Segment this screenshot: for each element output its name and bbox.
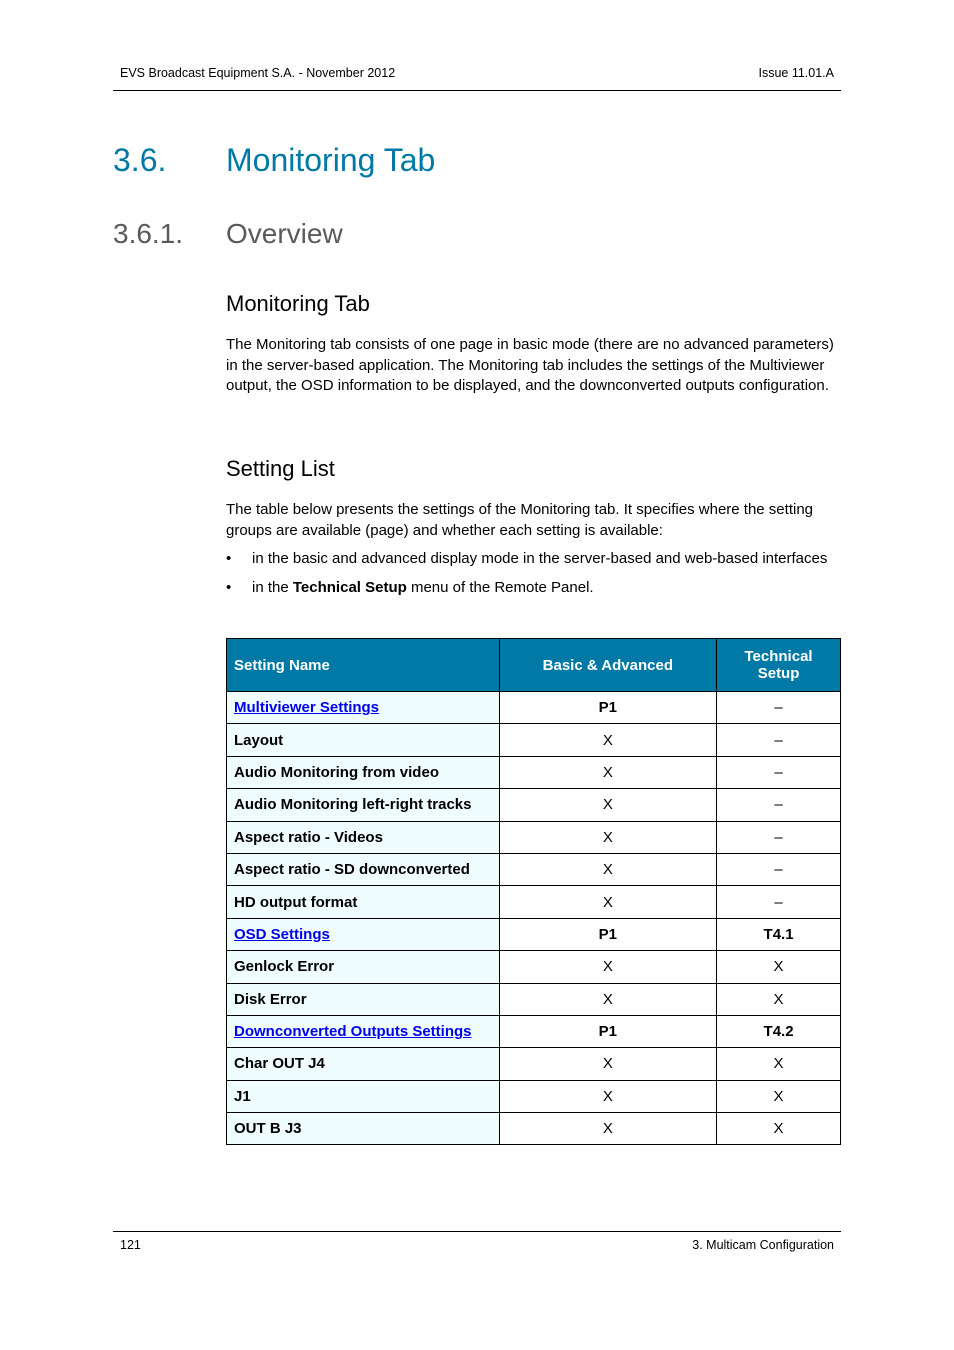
setting-name-cell: Char OUT J4: [227, 1048, 500, 1080]
table-row: [227, 983, 841, 1015]
setting-group-link[interactable]: Downconverted Outputs Settings: [234, 1023, 472, 1041]
page-number: 121: [120, 1238, 141, 1252]
bullet-text-end: menu of the Remote Panel.: [406, 579, 594, 596]
technical-setup-cell: –: [717, 886, 841, 918]
technical-setup-cell: –: [717, 853, 841, 885]
setting-name-cell[interactable]: [227, 692, 500, 724]
table-row: [227, 886, 841, 918]
technical-setup-cell: –: [717, 789, 841, 821]
setting-name-cell: J1: [227, 1080, 500, 1112]
setting-name-cell: Aspect ratio - SD downconverted: [227, 853, 500, 885]
setting-name-cell: Aspect ratio - Videos: [227, 821, 500, 853]
table-row: [227, 1015, 841, 1047]
technical-setup-cell: T4.1: [717, 918, 841, 950]
table-row: [227, 1048, 841, 1080]
basic-advanced-cell: X: [499, 724, 717, 756]
setting-name-cell: HD output format: [227, 886, 500, 918]
technical-setup-cell: X: [717, 951, 841, 983]
basic-advanced-cell: X: [499, 1113, 717, 1145]
header-issue: Issue 11.01.A: [758, 66, 834, 80]
chapter-name: 3. Multicam Configuration: [692, 1238, 834, 1252]
basic-advanced-cell: X: [499, 1080, 717, 1112]
table-header-row: [227, 639, 841, 692]
column-header-setting-name: Setting Name: [227, 639, 500, 692]
table-row: [227, 821, 841, 853]
basic-advanced-cell: X: [499, 951, 717, 983]
header-rule: [113, 90, 841, 91]
section-title-text: Overview: [226, 218, 343, 249]
setting-name-cell: Layout: [227, 724, 500, 756]
basic-advanced-cell: P1: [499, 692, 717, 724]
header-publisher: EVS Broadcast Equipment S.A. - November 2012: [120, 66, 396, 80]
setting-group-link[interactable]: Multiviewer Settings: [234, 699, 380, 717]
setting-name-cell: Audio Monitoring left-right tracks: [227, 789, 500, 821]
technical-setup-cell: X: [717, 1080, 841, 1112]
table-row: [227, 918, 841, 950]
basic-advanced-cell: X: [499, 821, 717, 853]
table-row: [227, 1113, 841, 1145]
table-row: [227, 724, 841, 756]
section-title: [113, 218, 343, 250]
table-body: [227, 692, 841, 1145]
bullet-item: [226, 549, 846, 569]
monitoring-tab-paragraph: The Monitoring tab consists of one page in basic mode (there are no advanced parameters) in the server-based application. The Monitoring tab includes the settings of the Multiviewer output, the OSD information to be displayed, and the downconverted outputs configuration.: [226, 336, 834, 394]
footer-rule: [113, 1231, 841, 1232]
setting-group-link[interactable]: OSD Settings: [234, 925, 330, 943]
page-title-number: 3.6.: [113, 142, 167, 178]
basic-advanced-cell: X: [499, 789, 717, 821]
bullet-item: [226, 578, 846, 598]
technical-setup-cell: –: [717, 724, 841, 756]
bullet-text: in the: [252, 579, 293, 596]
bullet-marker: •: [226, 579, 232, 596]
settings-table: [226, 638, 841, 1145]
setting-list-paragraph: The table below presents the settings of the Monitoring tab. It specifies where the setting groups are available (page) and whether each setting is available:: [226, 501, 813, 539]
section-title-number: 3.6.1.: [113, 218, 184, 249]
technical-setup-cell: T4.2: [717, 1015, 841, 1047]
setting-name-cell[interactable]: [227, 1015, 500, 1047]
basic-advanced-cell: X: [499, 983, 717, 1015]
table-row: [227, 789, 841, 821]
column-header-technical-setup: Technical Setup: [717, 639, 841, 692]
basic-advanced-cell: X: [499, 886, 717, 918]
table-row: [227, 951, 841, 983]
bullet-text: in the basic and advanced display mode in the server-based and web-based interfaces: [252, 550, 828, 567]
setting-list-heading: Setting List: [226, 456, 335, 481]
basic-advanced-cell: X: [499, 1048, 717, 1080]
table-row: [227, 692, 841, 724]
setting-name-cell[interactable]: [227, 918, 500, 950]
table-row: [227, 1080, 841, 1112]
setting-name-cell: Disk Error: [227, 983, 500, 1015]
technical-setup-cell: X: [717, 1113, 841, 1145]
basic-advanced-cell: X: [499, 853, 717, 885]
page-title-text: Monitoring Tab: [226, 142, 436, 178]
setting-name-cell: OUT B J3: [227, 1113, 500, 1145]
technical-setup-cell: X: [717, 983, 841, 1015]
technical-setup-cell: X: [717, 1048, 841, 1080]
setting-name-cell: Audio Monitoring from video: [227, 756, 500, 788]
basic-advanced-cell: X: [499, 756, 717, 788]
monitoring-tab-heading: Monitoring Tab: [226, 291, 370, 316]
technical-setup-cell: –: [717, 756, 841, 788]
table-row: [227, 756, 841, 788]
bullet-bold-text: Technical Setup: [292, 579, 407, 596]
basic-advanced-cell: P1: [499, 918, 717, 950]
page-title: [113, 142, 435, 179]
technical-setup-cell: –: [717, 821, 841, 853]
table-row: [227, 853, 841, 885]
column-header-basic-advanced: Basic & Advanced: [499, 639, 717, 692]
basic-advanced-cell: P1: [499, 1015, 717, 1047]
bullet-marker: •: [226, 550, 232, 567]
technical-setup-cell: –: [717, 692, 841, 724]
setting-name-cell: Genlock Error: [227, 951, 500, 983]
